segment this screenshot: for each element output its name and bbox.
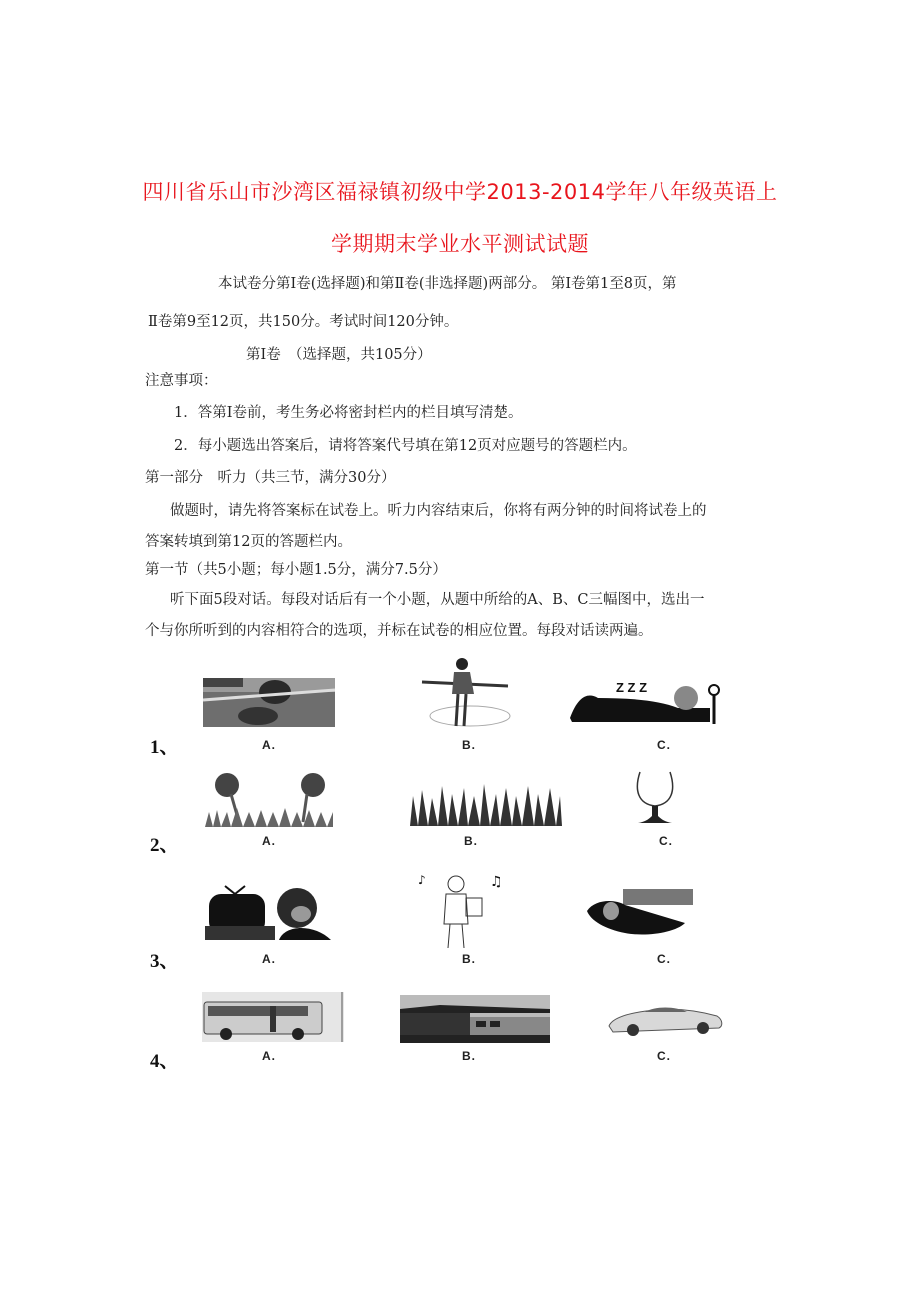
question-number-1: 1、 <box>150 737 179 758</box>
option-label-4c: C. <box>657 1049 671 1063</box>
svg-text:♫: ♫ <box>490 874 503 890</box>
option-label-2b: B. <box>464 834 478 848</box>
option-label-2c: C. <box>659 834 673 848</box>
girl-dreaming-image <box>585 885 695 937</box>
option-label-1c: C. <box>657 738 671 752</box>
section-one-instruction-line-1: 听下面5段对话。每段对话后有一个小题，从题中所给的A、B、C三幅图中，选出一 <box>170 592 705 608</box>
option-label-1a: A. <box>262 738 276 752</box>
flowers-in-grass-image <box>205 772 333 827</box>
question-number-4: 4、 <box>150 1051 179 1072</box>
listening-instruction-line-1: 做题时，请先将答案标在试卷上。听力内容结束后，你将有两分钟的时间将试卷上的 <box>170 503 707 519</box>
option-label-4b: B. <box>462 1049 476 1063</box>
document-title-line-1: 四川省乐山市沙湾区福禄镇初级中学2013-2014学年八年级英语上 <box>142 180 778 204</box>
svg-text:Z Z Z: Z Z Z <box>616 680 648 695</box>
listening-part-heading: 第一部分 听力（共三节，满分30分） <box>145 470 396 486</box>
question-number-3: 3、 <box>150 951 179 972</box>
sports-car-photo-image <box>605 1002 725 1040</box>
ice-skater-drawing-image <box>418 658 518 734</box>
svg-text:♪: ♪ <box>418 873 426 887</box>
section-one-instruction-line-2: 个与你所听到的内容相符合的选项，并标在试卷的相应位置。每段对话读两遍。 <box>145 623 653 639</box>
boy-watching-tv-image <box>205 884 335 940</box>
question-number-2: 2、 <box>150 835 179 856</box>
intro-line-2: Ⅱ卷第9至12页，共150分。考试时间120分钟。 <box>148 314 459 330</box>
intro-line-1: 本试卷分第Ⅰ卷(选择题)和第Ⅱ卷(非选择题)两部分。 第Ⅰ卷第1至8页，第 <box>218 276 677 292</box>
note-item-2: 2．每小题选出答案后，请将答案代号填在第12页对应题号的答题栏内。 <box>174 438 637 454</box>
option-label-2a: A. <box>262 834 276 848</box>
option-label-3c: C. <box>657 952 671 966</box>
section-one-heading: 第一节（共5小题；每小题1.5分，满分7.5分） <box>145 562 447 578</box>
option-label-3b: B. <box>462 952 476 966</box>
option-label-3a: A. <box>262 952 276 966</box>
notes-heading: 注意事项： <box>145 373 218 389</box>
grass-image <box>410 782 562 826</box>
wine-glass-image <box>632 770 678 826</box>
part-one-heading: 第Ⅰ卷 （选择题，共105分） <box>246 347 432 363</box>
listening-instruction-line-2: 答案转填到第12页的答题栏内。 <box>145 534 352 550</box>
note-item-1: 1．答第Ⅰ卷前，考生务必将密封栏内的栏目填写清楚。 <box>174 405 523 421</box>
sleeping-person-drawing-image <box>568 678 728 728</box>
bus-photo-image <box>202 992 344 1042</box>
option-label-4a: A. <box>262 1049 276 1063</box>
option-label-1b: B. <box>462 738 476 752</box>
train-station-photo-image <box>400 995 550 1043</box>
document-title-line-2: 学期期末学业水平测试试题 <box>331 232 589 256</box>
man-singing-music-image <box>418 870 514 950</box>
people-at-computer-photo-image <box>203 678 335 727</box>
